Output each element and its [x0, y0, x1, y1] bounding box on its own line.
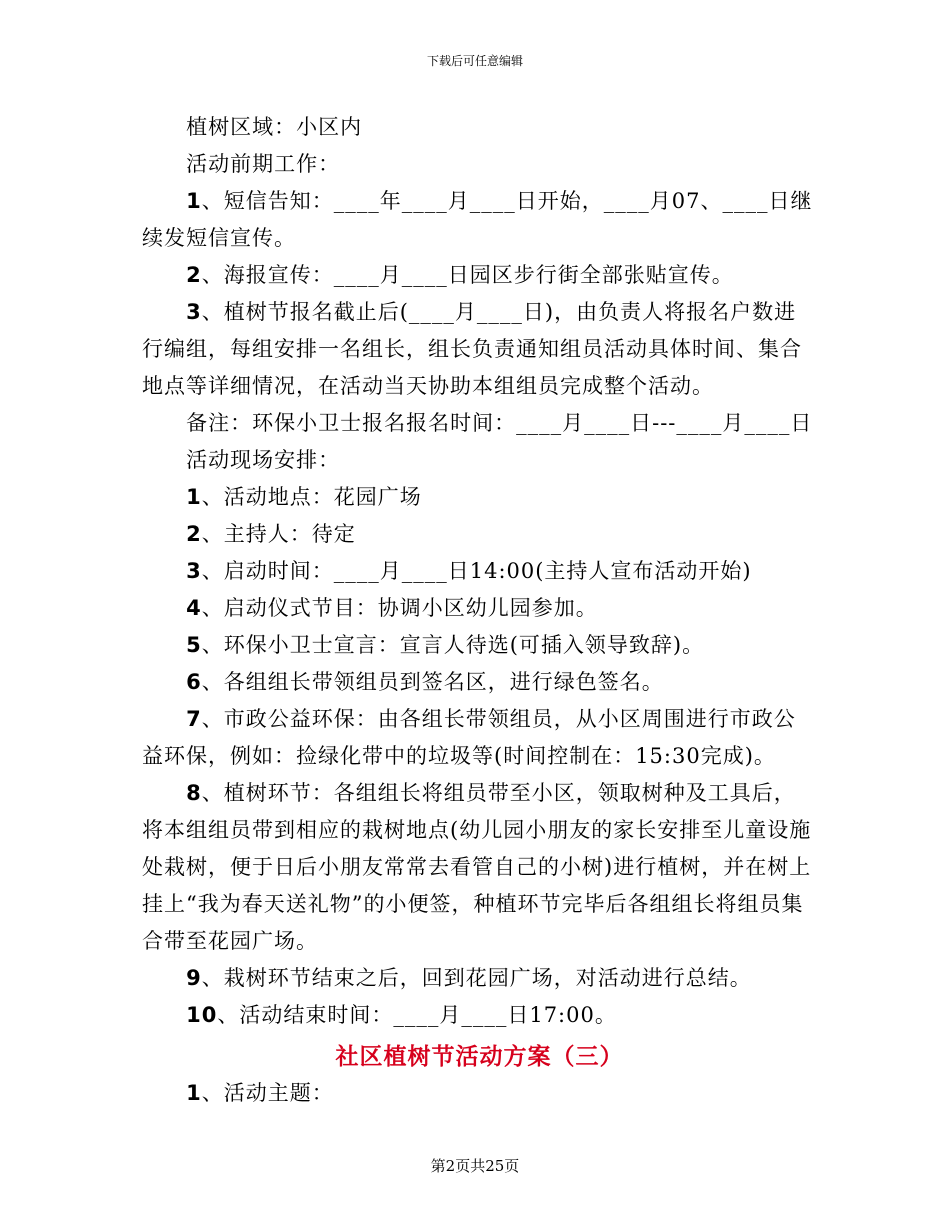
- paragraph: 4、启动仪式节目：协调小区幼儿园参加。: [186, 596, 598, 620]
- paragraph: 10、活动结束时间：____月____日17:00。: [186, 1003, 617, 1027]
- paragraph: 备注：环保小卫士报名报名时间：____月____日---____月____日: [186, 411, 813, 435]
- paragraph: 9、栽树环节结束之后，回到花园广场，对活动进行总结。: [186, 966, 752, 990]
- paragraph: 2、海报宣传：____月____日园区步行街全部张贴宣传。: [186, 263, 734, 287]
- paragraph: 活动前期工作：: [186, 152, 341, 176]
- paragraph: 7、市政公益环保：由各组长带领组员，从小区周围进行市政公益环保，例如：捡绿化带中的垃圾等(时间控制在：15:30完成)。: [142, 707, 796, 768]
- page-footer: 第2页共25页: [430, 1157, 520, 1175]
- paragraph: 1、活动地点：花园广场: [186, 485, 422, 509]
- paragraph: 1、活动主题：: [186, 1081, 334, 1105]
- paragraph: 8、植树环节：各组组长将组员带至小区，领取树种及工具后，将本组组员带到相应的栽树地点(幼儿园小朋友的家长安排至儿童设施处栽树，便于日后小朋友常常去看管自己的小树)进行植树，并在树上挂上“我为春天送礼物”的小便签，种植环节完毕后各组组长将组员集合带至花园广场。: [142, 781, 812, 953]
- paragraph: 1、短信告知：____年____月____日开始，____月07、____日继续发短信宣传。: [142, 189, 813, 250]
- paragraph: 5、环保小卫士宣言：宣言人待选(可插入领导致辞)。: [186, 633, 705, 657]
- page-header: 下载后可任意编辑: [426, 54, 523, 68]
- paragraph: 6、各组组长带领组员到签名区，进行绿色签名。: [186, 670, 664, 694]
- paragraph: 3、启动时间：____月____日14:00(主持人宣布活动开始): [186, 559, 752, 583]
- section-title: 社区植树节活动方案（三）: [335, 1043, 624, 1070]
- paragraph: 2、主持人：待定: [186, 522, 356, 546]
- document-body: [142, 109, 817, 1112]
- paragraph: 植树区域：小区内: [186, 115, 363, 139]
- paragraph: 3、植树节报名截止后(____月____日)，由负责人将报名户数进行编组，每组安排一名组长，组长负责通知组员活动具体时间、集合地点等详细情况，在活动当天协助本组组员完成整个活动。: [142, 300, 802, 398]
- paragraph: 活动现场安排：: [186, 448, 341, 472]
